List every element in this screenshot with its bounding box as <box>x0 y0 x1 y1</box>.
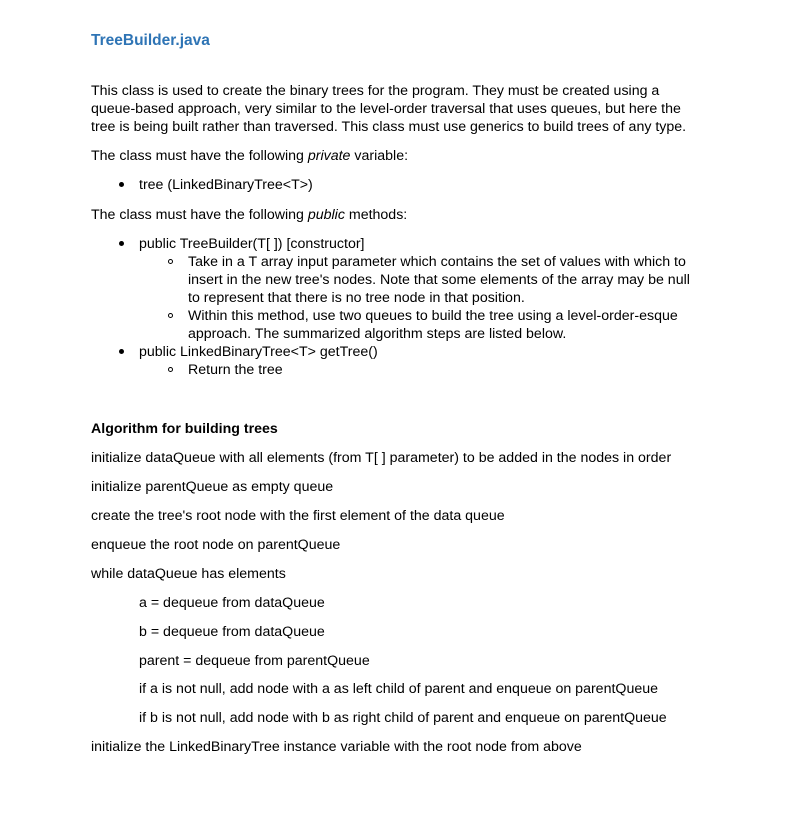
bullet-icon <box>119 349 124 354</box>
method-detail: Return the tree <box>188 362 283 378</box>
intro-line: This class is used to create the binary trees for the program. They must be created using a <box>91 83 660 99</box>
method-detail: Within this method, use two queues to build the tree using a level-order-esque approach. The summarized algorithm steps are listed below. <box>188 308 678 342</box>
algorithm-heading: Algorithm for building trees <box>91 421 278 437</box>
bullet-icon <box>119 241 124 246</box>
algorithm-step: enqueue the root node on parentQueue <box>91 537 341 553</box>
sub-bullet-icon <box>168 259 173 264</box>
method-signature: public TreeBuilder(T[ ]) [constructor] <box>139 236 365 252</box>
algorithm-step: create the tree's root node with the first element of the data queue <box>91 508 505 524</box>
method-signature: public LinkedBinaryTree<T> getTree() <box>139 344 378 360</box>
document-title: TreeBuilder.java <box>91 32 210 49</box>
method-detail: Take in a T array input parameter which contains the set of values with which to insert in the new tree's nodes. Note that some elements of the array may be null to represent that there is no tree node in that position. <box>188 254 690 306</box>
bullet-icon <box>119 182 124 187</box>
private-intro: The class must have the following private variable: <box>91 148 409 164</box>
intro-line: tree is being built rather than traversed. This class must use generics to build trees of any type. <box>91 119 687 135</box>
sub-bullet-icon <box>168 313 173 318</box>
sub-bullet-icon <box>168 367 173 372</box>
algorithm-step: initialize dataQueue with all elements (from T[ ] parameter) to be added in the nodes in order <box>91 450 672 466</box>
algorithm-step-indented: parent = dequeue from parentQueue <box>139 653 370 669</box>
algorithm-step: initialize the LinkedBinaryTree instance variable with the root node from above <box>91 739 582 755</box>
algorithm-step: initialize parentQueue as empty queue <box>91 479 334 495</box>
algorithm-step-indented: b = dequeue from dataQueue <box>139 624 325 640</box>
algorithm-step-indented: if b is not null, add node with b as right child of parent and enqueue on parentQueue <box>139 710 667 726</box>
intro-paragraph <box>91 82 711 136</box>
public-intro: The class must have the following public methods: <box>91 207 408 223</box>
algorithm-step: while dataQueue has elements <box>91 566 286 582</box>
intro-line: queue-based approach, very similar to the level-order traversal that uses queues, but here the <box>91 101 681 117</box>
algorithm-step-indented: if a is not null, add node with a as left child of parent and enqueue on parentQueue <box>139 681 659 697</box>
private-variable-item: tree (LinkedBinaryTree<T>) <box>139 177 313 193</box>
algorithm-step-indented: a = dequeue from dataQueue <box>139 595 325 611</box>
